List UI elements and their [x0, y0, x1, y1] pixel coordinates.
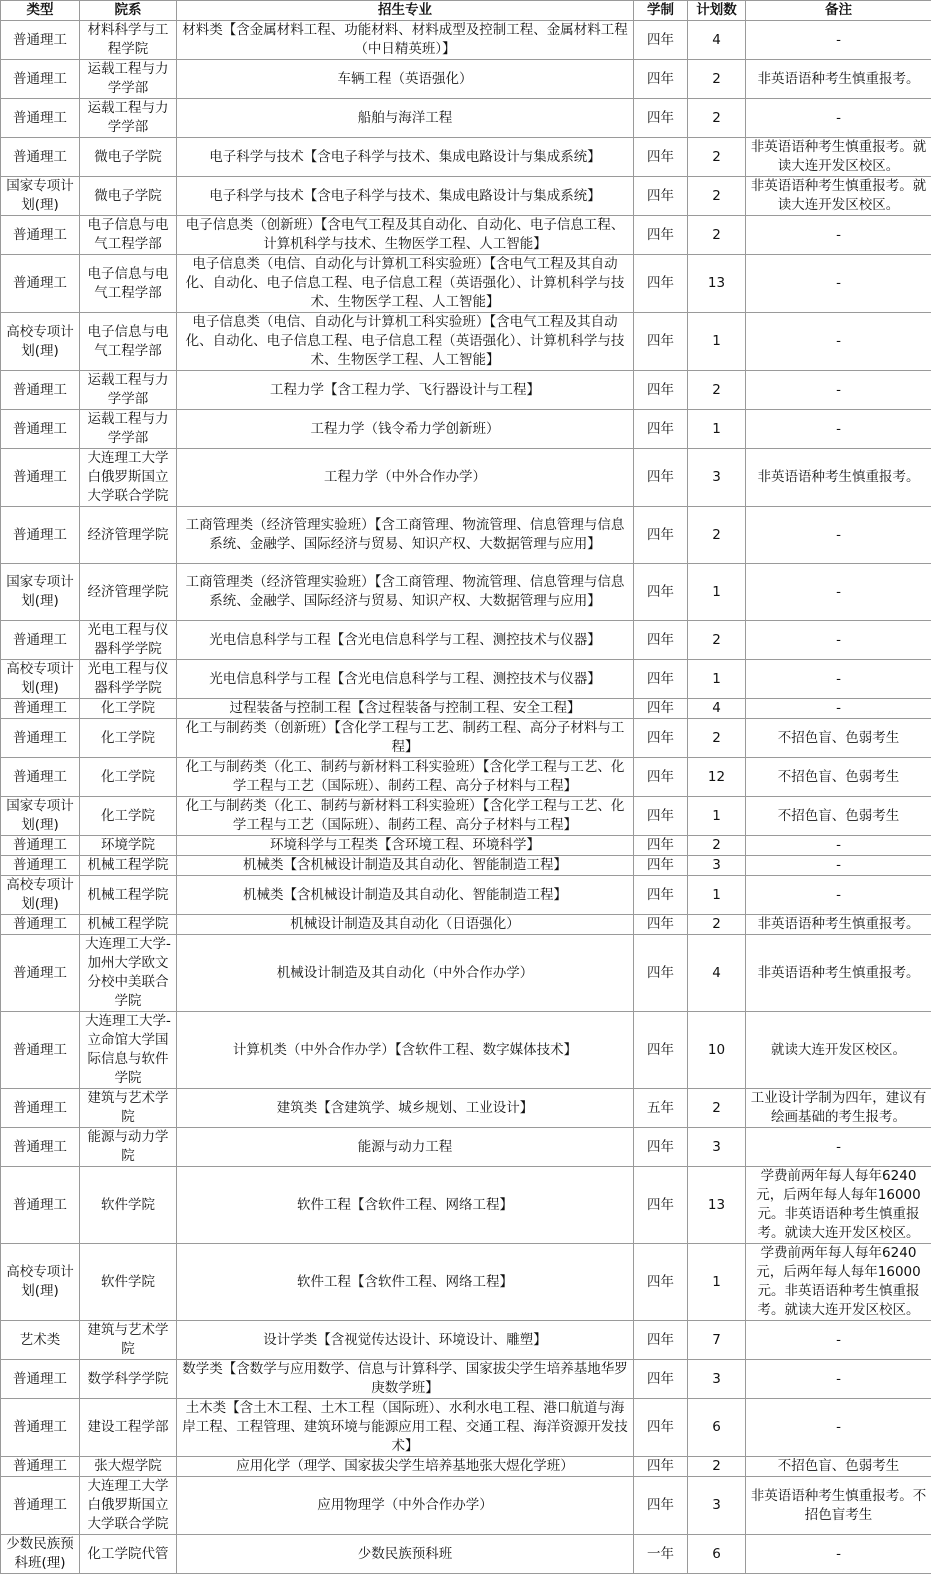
- cell-type: 普通理工: [1, 1012, 80, 1089]
- cell-plan-count: 3: [688, 1477, 746, 1535]
- cell-major: 环境科学与工程类【含环境工程、环境科学】: [177, 836, 634, 856]
- cell-major: 能源与动力工程: [177, 1128, 634, 1167]
- cell-notes: 不招色盲、色弱考生: [746, 1457, 931, 1477]
- cell-type: 普通理工: [1, 1167, 80, 1244]
- cell-major: 工程力学（中外合作办学）: [177, 449, 634, 507]
- cell-plan-count: 2: [688, 60, 746, 99]
- cell-duration: 四年: [634, 719, 688, 758]
- table-row: [1, 1012, 931, 1089]
- cell-plan-count: 2: [688, 621, 746, 660]
- cell-department: 电子信息与电气工程学部: [80, 313, 177, 371]
- header-plan-count: 计划数: [688, 1, 746, 21]
- cell-department: 大连理工大学白俄罗斯国立大学联合学院: [80, 449, 177, 507]
- cell-notes: -: [746, 1535, 931, 1574]
- table-row: [1, 99, 931, 138]
- cell-type: 普通理工: [1, 60, 80, 99]
- cell-major: 少数民族预科班: [177, 1535, 634, 1574]
- cell-duration: 四年: [634, 1477, 688, 1535]
- cell-notes: -: [746, 371, 931, 410]
- cell-major: 建筑类【含建筑学、城乡规划、工业设计】: [177, 1089, 634, 1128]
- cell-notes: -: [746, 507, 931, 564]
- table-row: [1, 60, 931, 99]
- cell-notes: 非英语语种考生慎重报考。: [746, 935, 931, 1012]
- cell-plan-count: 2: [688, 216, 746, 255]
- cell-duration: 四年: [634, 1244, 688, 1321]
- cell-type: 普通理工: [1, 410, 80, 449]
- cell-department: 微电子学院: [80, 138, 177, 177]
- cell-major: 车辆工程（英语强化）: [177, 60, 634, 99]
- table-row: [1, 915, 931, 935]
- cell-plan-count: 2: [688, 1457, 746, 1477]
- header-notes: 备注: [746, 1, 931, 21]
- cell-plan-count: 13: [688, 255, 746, 313]
- cell-department: 机械工程学院: [80, 876, 177, 915]
- cell-department: 运载工程与力学学部: [80, 60, 177, 99]
- cell-type: 国家专项计划(理): [1, 564, 80, 621]
- cell-duration: 四年: [634, 1167, 688, 1244]
- table-row: [1, 699, 931, 719]
- cell-plan-count: 6: [688, 1399, 746, 1457]
- cell-type: 高校专项计划(理): [1, 876, 80, 915]
- cell-major: 船舶与海洋工程: [177, 99, 634, 138]
- cell-type: 普通理工: [1, 216, 80, 255]
- table-row: [1, 255, 931, 313]
- cell-department: 运载工程与力学学部: [80, 99, 177, 138]
- table-row: [1, 1399, 931, 1457]
- cell-duration: 四年: [634, 177, 688, 216]
- cell-duration: 四年: [634, 138, 688, 177]
- cell-type: 普通理工: [1, 758, 80, 797]
- table-row: [1, 564, 931, 621]
- cell-major: 计算机类（中外合作办学）【含软件工程、数字媒体技术】: [177, 1012, 634, 1089]
- cell-department: 能源与动力学院: [80, 1128, 177, 1167]
- cell-notes: 学费前两年每人每年6240元，后两年每人每年16000元。非英语语种考生慎重报考。就读大连开发区校区。: [746, 1167, 931, 1244]
- table-row: [1, 138, 931, 177]
- cell-duration: 四年: [634, 876, 688, 915]
- cell-duration: 四年: [634, 21, 688, 60]
- cell-type: 普通理工: [1, 1360, 80, 1399]
- cell-department: 经济管理学院: [80, 564, 177, 621]
- cell-duration: 四年: [634, 836, 688, 856]
- cell-department: 光电工程与仪器科学学院: [80, 660, 177, 699]
- cell-duration: 四年: [634, 1012, 688, 1089]
- cell-type: 普通理工: [1, 621, 80, 660]
- cell-type: 普通理工: [1, 1089, 80, 1128]
- cell-duration: 四年: [634, 935, 688, 1012]
- cell-plan-count: 3: [688, 449, 746, 507]
- table-row: [1, 216, 931, 255]
- cell-department: 环境学院: [80, 836, 177, 856]
- cell-notes: 不招色盲、色弱考生: [746, 719, 931, 758]
- cell-plan-count: 1: [688, 797, 746, 836]
- cell-notes: -: [746, 255, 931, 313]
- cell-plan-count: 2: [688, 719, 746, 758]
- cell-duration: 四年: [634, 699, 688, 719]
- cell-department: 机械工程学院: [80, 915, 177, 935]
- cell-major: 机械类【含机械设计制造及其自动化、智能制造工程】: [177, 876, 634, 915]
- cell-department: 大连理工大学白俄罗斯国立大学联合学院: [80, 1477, 177, 1535]
- header-duration: 学制: [634, 1, 688, 21]
- cell-duration: 四年: [634, 313, 688, 371]
- cell-major: 材料类【含金属材料工程、功能材料、材料成型及控制工程、金属材料工程（中日精英班）】: [177, 21, 634, 60]
- header-type: 类型: [1, 1, 80, 21]
- cell-plan-count: 12: [688, 758, 746, 797]
- cell-duration: 四年: [634, 507, 688, 564]
- table-row: [1, 1167, 931, 1244]
- cell-major: 土木类【含土木工程、土木工程（国际班）、水利水电工程、港口航道与海岸工程、工程管理、建筑环境与能源应用工程、交通工程、海洋资源开发技术】: [177, 1399, 634, 1457]
- cell-notes: -: [746, 876, 931, 915]
- cell-major: 应用化学（理学、国家拔尖学生培养基地张大煜化学班）: [177, 1457, 634, 1477]
- cell-plan-count: 1: [688, 876, 746, 915]
- table-row: [1, 1477, 931, 1535]
- cell-duration: 四年: [634, 1399, 688, 1457]
- cell-major: 软件工程【含软件工程、网络工程】: [177, 1244, 634, 1321]
- cell-duration: 四年: [634, 1360, 688, 1399]
- cell-plan-count: 1: [688, 410, 746, 449]
- cell-plan-count: 2: [688, 371, 746, 410]
- cell-duration: 四年: [634, 216, 688, 255]
- table-row: [1, 371, 931, 410]
- cell-notes: -: [746, 21, 931, 60]
- cell-department: 建筑与艺术学院: [80, 1321, 177, 1360]
- cell-department: 电子信息与电气工程学部: [80, 255, 177, 313]
- cell-duration: 四年: [634, 621, 688, 660]
- cell-type: 普通理工: [1, 1457, 80, 1477]
- table-row: [1, 449, 931, 507]
- cell-notes: 不招色盲、色弱考生: [746, 797, 931, 836]
- table-row: [1, 1089, 931, 1128]
- cell-department: 机械工程学院: [80, 856, 177, 876]
- cell-duration: 四年: [634, 449, 688, 507]
- cell-major: 软件工程【含软件工程、网络工程】: [177, 1167, 634, 1244]
- cell-duration: 四年: [634, 60, 688, 99]
- cell-notes: -: [746, 1360, 931, 1399]
- cell-duration: 四年: [634, 99, 688, 138]
- cell-department: 化工学院: [80, 719, 177, 758]
- cell-notes: -: [746, 660, 931, 699]
- cell-notes: -: [746, 836, 931, 856]
- cell-major: 光电信息科学与工程【含光电信息科学与工程、测控技术与仪器】: [177, 660, 634, 699]
- cell-notes: -: [746, 313, 931, 371]
- cell-major: 工程力学（钱令希力学创新班）: [177, 410, 634, 449]
- cell-type: 普通理工: [1, 1128, 80, 1167]
- cell-plan-count: 1: [688, 1244, 746, 1321]
- cell-type: 国家专项计划(理): [1, 177, 80, 216]
- cell-department: 电子信息与电气工程学部: [80, 216, 177, 255]
- cell-duration: 五年: [634, 1089, 688, 1128]
- cell-plan-count: 7: [688, 1321, 746, 1360]
- cell-department: 材料科学与工程学院: [80, 21, 177, 60]
- cell-plan-count: 2: [688, 836, 746, 856]
- cell-department: 化工学院: [80, 758, 177, 797]
- cell-plan-count: 1: [688, 564, 746, 621]
- cell-department: 运载工程与力学学部: [80, 410, 177, 449]
- table-row: [1, 1457, 931, 1477]
- table-row: [1, 935, 931, 1012]
- cell-major: 化工与制药类（化工、制药与新材料工科实验班）【含化学工程与工艺、化学工程与工艺（国际班）、制药工程、高分子材料与工程】: [177, 758, 634, 797]
- cell-major: 工程力学【含工程力学、飞行器设计与工程】: [177, 371, 634, 410]
- cell-notes: -: [746, 410, 931, 449]
- cell-major: 工商管理类（经济管理实验班）【含工商管理、物流管理、信息管理与信息系统、金融学、国际经济与贸易、知识产权、大数据管理与应用】: [177, 564, 634, 621]
- cell-notes: 就读大连开发区校区。: [746, 1012, 931, 1089]
- cell-type: 普通理工: [1, 138, 80, 177]
- cell-duration: 四年: [634, 1321, 688, 1360]
- cell-notes: 非英语语种考生慎重报考。: [746, 449, 931, 507]
- cell-department: 软件学院: [80, 1244, 177, 1321]
- cell-type: 普通理工: [1, 99, 80, 138]
- cell-type: 普通理工: [1, 1399, 80, 1457]
- cell-notes: 非英语语种考生慎重报考。不招色盲考生: [746, 1477, 931, 1535]
- cell-plan-count: 4: [688, 935, 746, 1012]
- cell-major: 设计学类【含视觉传达设计、环境设计、雕塑】: [177, 1321, 634, 1360]
- cell-plan-count: 2: [688, 1089, 746, 1128]
- cell-duration: 四年: [634, 1128, 688, 1167]
- cell-type: 普通理工: [1, 719, 80, 758]
- cell-major: 机械设计制造及其自动化（日语强化）: [177, 915, 634, 935]
- cell-type: 普通理工: [1, 255, 80, 313]
- cell-major: 光电信息科学与工程【含光电信息科学与工程、测控技术与仪器】: [177, 621, 634, 660]
- cell-major: 电子科学与技术【含电子科学与技术、集成电路设计与集成系统】: [177, 177, 634, 216]
- cell-major: 数学类【含数学与应用数学、信息与计算科学、国家拔尖学生培养基地华罗庚数学班】: [177, 1360, 634, 1399]
- table-row: [1, 177, 931, 216]
- cell-major: 电子信息类（电信、自动化与计算机工科实验班）【含电气工程及其自动化、自动化、电子信息工程、电子信息工程（英语强化）、计算机科学与技术、生物医学工程、人工智能】: [177, 255, 634, 313]
- table-row: [1, 1321, 931, 1360]
- cell-plan-count: 2: [688, 138, 746, 177]
- cell-major: 化工与制药类（创新班）【含化学工程与工艺、制药工程、高分子材料与工程】: [177, 719, 634, 758]
- cell-plan-count: 3: [688, 1128, 746, 1167]
- cell-type: 高校专项计划(理): [1, 1244, 80, 1321]
- table-row: [1, 836, 931, 856]
- table-row: [1, 758, 931, 797]
- cell-type: 普通理工: [1, 699, 80, 719]
- cell-major: 电子信息类（电信、自动化与计算机工科实验班）【含电气工程及其自动化、自动化、电子信息工程、电子信息工程（英语强化）、计算机科学与技术、生物医学工程、人工智能】: [177, 313, 634, 371]
- cell-plan-count: 6: [688, 1535, 746, 1574]
- table-row: [1, 876, 931, 915]
- cell-plan-count: 2: [688, 99, 746, 138]
- cell-type: 高校专项计划(理): [1, 660, 80, 699]
- cell-notes: -: [746, 621, 931, 660]
- cell-department: 光电工程与仪器科学学院: [80, 621, 177, 660]
- cell-duration: 四年: [634, 797, 688, 836]
- table-row: [1, 856, 931, 876]
- cell-plan-count: 1: [688, 660, 746, 699]
- cell-duration: 四年: [634, 915, 688, 935]
- cell-duration: 四年: [634, 410, 688, 449]
- cell-plan-count: 1: [688, 313, 746, 371]
- cell-plan-count: 4: [688, 699, 746, 719]
- table-row: [1, 719, 931, 758]
- cell-plan-count: 3: [688, 856, 746, 876]
- cell-duration: 四年: [634, 856, 688, 876]
- cell-department: 化工学院: [80, 797, 177, 836]
- table-row: [1, 410, 931, 449]
- cell-type: 普通理工: [1, 371, 80, 410]
- cell-duration: 四年: [634, 371, 688, 410]
- cell-duration: 四年: [634, 660, 688, 699]
- table-row: [1, 660, 931, 699]
- table-row: [1, 1244, 931, 1321]
- cell-plan-count: 2: [688, 915, 746, 935]
- cell-type: 普通理工: [1, 856, 80, 876]
- cell-department: 化工学院代管: [80, 1535, 177, 1574]
- cell-duration: 四年: [634, 255, 688, 313]
- cell-type: 普通理工: [1, 935, 80, 1012]
- cell-department: 张大煜学院: [80, 1457, 177, 1477]
- cell-major: 工商管理类（经济管理实验班）【含工商管理、物流管理、信息管理与信息系统、金融学、国际经济与贸易、知识产权、大数据管理与应用】: [177, 507, 634, 564]
- header-department: 院系: [80, 1, 177, 21]
- cell-department: 微电子学院: [80, 177, 177, 216]
- cell-type: 少数民族预科班(理): [1, 1535, 80, 1574]
- cell-major: 电子科学与技术【含电子科学与技术、集成电路设计与集成系统】: [177, 138, 634, 177]
- cell-department: 运载工程与力学学部: [80, 371, 177, 410]
- table-row: [1, 1128, 931, 1167]
- cell-duration: 四年: [634, 564, 688, 621]
- table-row: [1, 1535, 931, 1574]
- cell-department: 化工学院: [80, 699, 177, 719]
- cell-plan-count: 4: [688, 21, 746, 60]
- cell-major: 电子信息类（创新班）【含电气工程及其自动化、自动化、电子信息工程、计算机科学与技术、生物医学工程、人工智能】: [177, 216, 634, 255]
- cell-notes: -: [746, 1128, 931, 1167]
- cell-type: 高校专项计划(理): [1, 313, 80, 371]
- header-row: [1, 1, 931, 21]
- cell-notes: 学费前两年每人每年6240元，后两年每人每年16000元。非英语语种考生慎重报考。就读大连开发区校区。: [746, 1244, 931, 1321]
- table-row: [1, 313, 931, 371]
- cell-notes: -: [746, 1399, 931, 1457]
- cell-plan-count: 2: [688, 177, 746, 216]
- cell-duration: 四年: [634, 1457, 688, 1477]
- cell-major: 过程装备与控制工程【含过程装备与控制工程、安全工程】: [177, 699, 634, 719]
- cell-type: 普通理工: [1, 1477, 80, 1535]
- cell-notes: 工业设计学制为四年，建议有绘画基础的考生报考。: [746, 1089, 931, 1128]
- cell-duration: 四年: [634, 758, 688, 797]
- table-row: [1, 797, 931, 836]
- cell-notes: 非英语语种考生慎重报考。就读大连开发区校区。: [746, 177, 931, 216]
- cell-notes: -: [746, 564, 931, 621]
- cell-notes: 不招色盲、色弱考生: [746, 758, 931, 797]
- cell-type: 普通理工: [1, 449, 80, 507]
- cell-major: 机械类【含机械设计制造及其自动化、智能制造工程】: [177, 856, 634, 876]
- cell-major: 应用物理学（中外合作办学）: [177, 1477, 634, 1535]
- cell-department: 建设工程学部: [80, 1399, 177, 1457]
- cell-notes: 非英语语种考生慎重报考。: [746, 915, 931, 935]
- cell-notes: -: [746, 1321, 931, 1360]
- cell-notes: -: [746, 216, 931, 255]
- table-row: [1, 21, 931, 60]
- cell-department: 大连理工大学-加州大学欧文分校中美联合学院: [80, 935, 177, 1012]
- cell-notes: -: [746, 856, 931, 876]
- cell-department: 经济管理学院: [80, 507, 177, 564]
- table-row: [1, 621, 931, 660]
- cell-type: 艺术类: [1, 1321, 80, 1360]
- cell-department: 大连理工大学-立命馆大学国际信息与软件学院: [80, 1012, 177, 1089]
- header-major: 招生专业: [177, 1, 634, 21]
- table-row: [1, 507, 931, 564]
- cell-type: 普通理工: [1, 21, 80, 60]
- cell-plan-count: 2: [688, 507, 746, 564]
- cell-notes: 非英语语种考生慎重报考。: [746, 60, 931, 99]
- cell-type: 普通理工: [1, 836, 80, 856]
- table-body: [1, 21, 931, 1574]
- cell-plan-count: 13: [688, 1167, 746, 1244]
- cell-type: 国家专项计划(理): [1, 797, 80, 836]
- cell-notes: 非英语语种考生慎重报考。就读大连开发区校区。: [746, 138, 931, 177]
- cell-notes: -: [746, 699, 931, 719]
- cell-major: 机械设计制造及其自动化（中外合作办学）: [177, 935, 634, 1012]
- cell-plan-count: 10: [688, 1012, 746, 1089]
- table-row: [1, 1360, 931, 1399]
- cell-type: 普通理工: [1, 915, 80, 935]
- cell-notes: -: [746, 99, 931, 138]
- cell-department: 建筑与艺术学院: [80, 1089, 177, 1128]
- cell-type: 普通理工: [1, 507, 80, 564]
- cell-department: 数学科学学院: [80, 1360, 177, 1399]
- cell-department: 软件学院: [80, 1167, 177, 1244]
- cell-duration: 一年: [634, 1535, 688, 1574]
- cell-plan-count: 3: [688, 1360, 746, 1399]
- cell-major: 化工与制药类（化工、制药与新材料工科实验班）【含化学工程与工艺、化学工程与工艺（国际班）、制药工程、高分子材料与工程】: [177, 797, 634, 836]
